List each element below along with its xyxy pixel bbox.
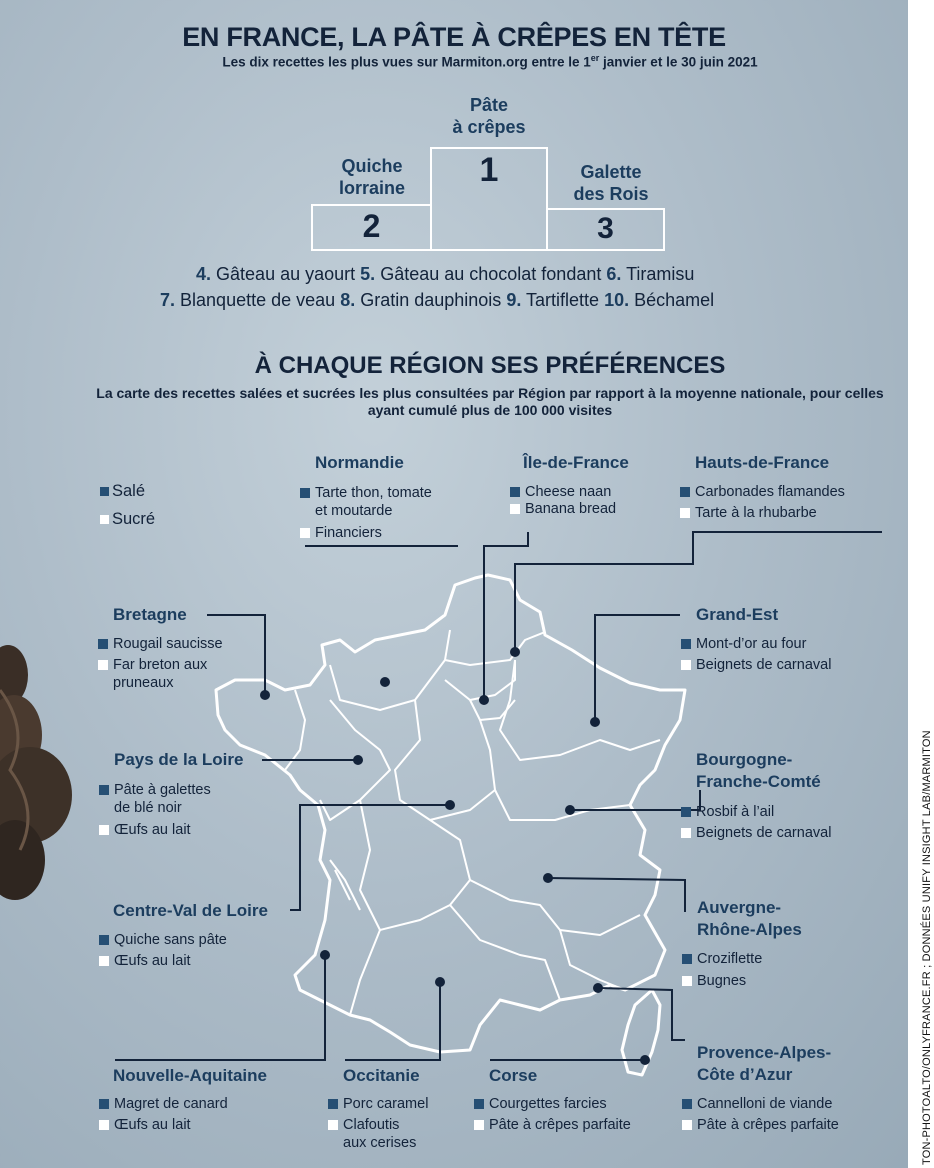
leader-paca (598, 988, 685, 1040)
region-cvl-name: Centre-Val de Loire (113, 901, 268, 920)
legend-salt: Salé (100, 482, 145, 501)
leader-bretagne (207, 615, 265, 695)
region-paca-name: Provence-Alpes- Côte d’Azur (697, 1043, 832, 1084)
region-corse-salt: Courgettes farcies (474, 1095, 607, 1113)
region-bfc-name: Bourgogne- Franche-Comté (696, 750, 821, 791)
region-hdf-salt: Carbonades flamandes (680, 483, 845, 501)
border-bfc (495, 790, 630, 820)
region-pdl-sweet: Œufs au lait (99, 821, 191, 839)
france-outline (216, 575, 685, 1052)
leader-hdf (515, 532, 882, 652)
dot-occ (435, 977, 445, 987)
legend-sweet: Sucré (100, 510, 155, 529)
leader-na (115, 955, 325, 1060)
border-grandest (500, 660, 660, 760)
region-corse-name: Corse (489, 1066, 538, 1085)
dot-grandest (590, 717, 600, 727)
podium-second-rank: 2 (362, 208, 381, 244)
region-na-sweet: Œufs au lait (99, 1116, 191, 1134)
section-title: À CHAQUE RÉGION SES PRÉFÉRENCES (254, 352, 726, 379)
region-bretagne-name: Bretagne (113, 605, 187, 624)
region-ara-sweet: Bugnes (682, 972, 746, 990)
region-grandest-name: Grand-Est (696, 605, 779, 624)
region-bfc-salt: Rosbif à l’ail (681, 803, 774, 821)
region-grandest-salt: Mont-d’or au four (681, 635, 806, 653)
border-bretagne (285, 690, 305, 770)
region-cvl-salt: Quiche sans pâte (99, 931, 227, 949)
photo-credit: TON-PHOTOALTO/ONLYFRANCE.FR ; DONNÉES UNIFY INSIGHT LAB/MARMITON (921, 730, 933, 1165)
dot-pdl (353, 755, 363, 765)
leader-idf (484, 532, 528, 700)
border-normandie (330, 630, 450, 710)
border-occ (350, 905, 560, 1015)
region-grandest-sweet: Beignets de carnaval (681, 656, 831, 674)
dot-hdf (510, 647, 520, 657)
dot-bretagne (260, 690, 270, 700)
dot-bfc (565, 805, 575, 815)
region-paca-sweet: Pâte à crêpes parfaite (682, 1116, 839, 1134)
region-cvl-sweet: Œufs au lait (99, 952, 191, 970)
podium-first-label: Pâte à crêpes (452, 95, 526, 137)
dot-ara (543, 873, 553, 883)
region-na-salt: Magret de canard (99, 1095, 228, 1113)
podium-first-rank: 1 (479, 151, 499, 189)
region-occitanie-salt: Porc caramel (328, 1095, 428, 1113)
region-hdf-name: Hauts-de-France (695, 453, 830, 472)
podium-third-label: Galette des Rois (573, 162, 649, 204)
podium-third-rank: 3 (597, 212, 614, 245)
dot-cvl (445, 800, 455, 810)
region-idf-name: Île-de-France (523, 453, 629, 472)
region-occitanie-name: Occitanie (343, 1066, 420, 1085)
leader-ara (548, 878, 685, 912)
region-occitanie-sweet: Clafoutis aux cerises (328, 1116, 416, 1152)
ranking-line-2: 7. Blanquette de veau 8. Gratin dauphinois 9. Tartiflette 10. Béchamel (160, 290, 715, 310)
region-corse-sweet: Pâte à crêpes parfaite (474, 1116, 631, 1134)
leader-grandest (595, 615, 680, 722)
region-bretagne-salt: Rougail saucisse (98, 635, 223, 653)
region-hdf-sweet: Tarte à la rhubarbe (680, 504, 817, 522)
region-normandie-salt: Tarte thon, tomate et moutarde (300, 484, 432, 520)
border-paca (560, 930, 625, 990)
section-subtitle: La carte des recettes salées et sucrées les plus consultées par Région par rapport à la moyenne nationale, pour celles ayant cumulé plus de 100 000 visites (96, 385, 884, 418)
region-normandie-sweet: Financiers (300, 524, 382, 542)
leader-cvl (290, 805, 450, 910)
dot-na (320, 950, 330, 960)
region-ara-name: Auvergne- Rhône-Alpes (697, 898, 802, 939)
podium-second-label: Quiche lorraine (338, 156, 406, 198)
region-paca-salt: Cannelloni de viande (682, 1095, 832, 1113)
main-subtitle: Les dix recettes les plus vues sur Marmiton.org entre le 1er janvier et le 30 juin 2021 (222, 53, 758, 70)
region-idf-sweet: Banana bread (510, 500, 616, 518)
dot-normandie (380, 677, 390, 687)
gironde-estuary (330, 860, 360, 910)
region-bretagne-sweet: Far breton aux pruneaux (98, 656, 207, 692)
border-idf (445, 660, 515, 720)
region-pdl-salt: Pâte à galettes de blé noir (99, 781, 211, 817)
region-ara-salt: Croziflette (682, 950, 762, 968)
region-na-name: Nouvelle-Aquitaine (113, 1066, 267, 1085)
ranking-line-1: 4. Gâteau au yaourt 5. Gâteau au chocolat fondant 6. Tiramisu (196, 264, 695, 284)
region-bfc-sweet: Beignets de carnaval (681, 824, 831, 842)
border-hdf (445, 632, 545, 665)
dot-paca (593, 983, 603, 993)
main-title: EN FRANCE, LA PÂTE À CRÊPES EN TÊTE (182, 22, 726, 52)
region-normandie-name: Normandie (315, 453, 404, 472)
region-idf-salt: Cheese naan (510, 483, 611, 501)
border-ara (470, 880, 640, 935)
region-pdl-name: Pays de la Loire (114, 750, 244, 769)
dot-idf (479, 695, 489, 705)
dot-corse (640, 1055, 650, 1065)
